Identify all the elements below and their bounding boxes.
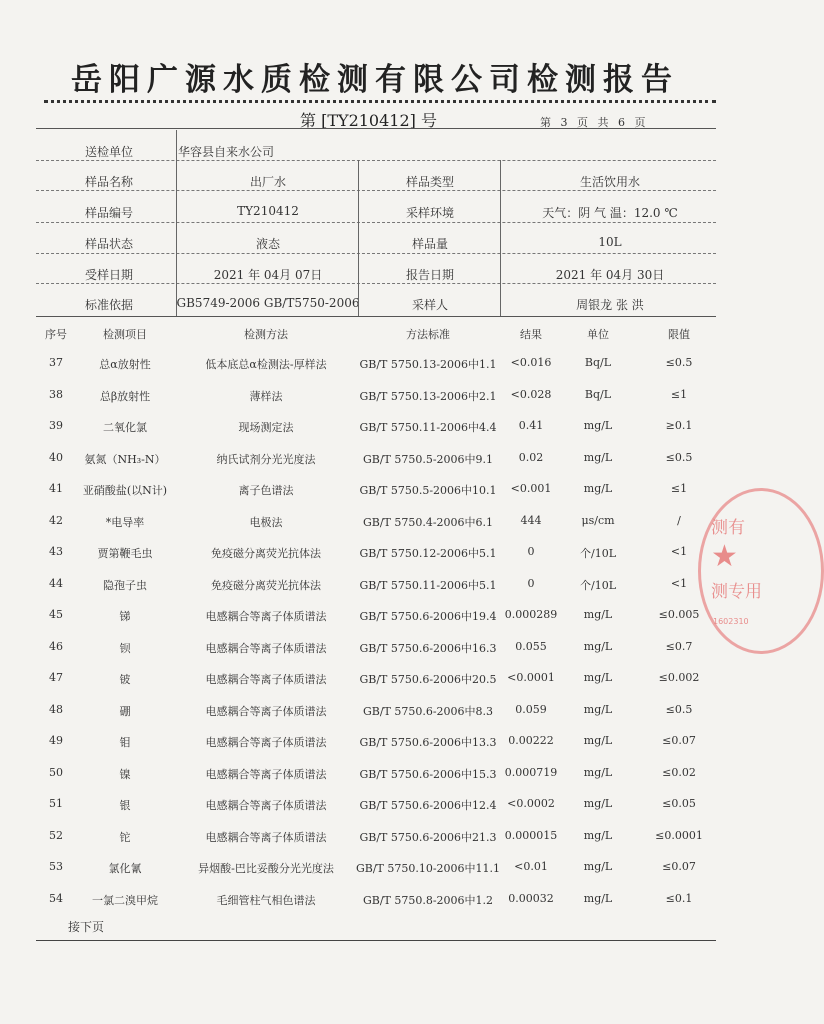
info-value: 生活饮用水 — [579, 175, 641, 189]
limit: <1 — [670, 545, 688, 558]
test-item: 二氧化氯 — [103, 421, 147, 434]
result: 0 — [527, 576, 535, 590]
limit: ≤0.1 — [665, 891, 693, 905]
row-index: 53 — [49, 860, 63, 873]
unit: mg/L — [583, 797, 613, 810]
seal-text-top: 测有 — [711, 518, 745, 538]
test-item: 钼 — [119, 736, 131, 749]
limit: ≤0.5 — [665, 702, 693, 716]
table-row — [0, 577, 750, 608]
limit: ≤0.07 — [662, 860, 696, 873]
result: 0.000015 — [504, 828, 558, 842]
method-standard: GB/T 5750.6-2006中19.4 — [359, 610, 497, 623]
test-method: 毛细管柱气相色谱法 — [216, 893, 316, 907]
report-number: 第 [TY210412] 号 — [300, 111, 437, 130]
test-method: 薄样法 — [249, 389, 283, 403]
method-standard: GB/T 5750.10-2006中11.1 — [355, 862, 501, 875]
test-item: *电导率 — [105, 515, 145, 529]
column-header: 结果 — [520, 328, 542, 341]
method-standard: GB/T 5750.6-2006中8.3 — [362, 704, 494, 718]
test-method: 异烟酸-巴比妥酸分光光度法 — [198, 862, 334, 875]
unit: 个/10L — [579, 547, 617, 560]
method-standard: GB/T 5750.6-2006中16.3 — [359, 641, 497, 655]
info-label: 采样环境 — [405, 206, 455, 220]
result: 0.055 — [515, 639, 547, 653]
limit: ≤0.5 — [665, 450, 693, 464]
method-standard: GB/T 5750.8-2006中1.2 — [362, 893, 494, 907]
report-title: 岳阳广源水质检测有限公司检测报告 — [71, 62, 679, 98]
row-index: 50 — [49, 765, 63, 779]
table-rule — [36, 222, 716, 223]
info-value: 液态 — [255, 237, 281, 251]
row-index: 54 — [49, 891, 63, 905]
test-item: 锑 — [119, 610, 131, 623]
limit: ≤0.0001 — [655, 828, 703, 842]
method-standard: GB/T 5750.6-2006中21.3 — [359, 830, 497, 844]
table-rule — [36, 283, 716, 284]
table-row — [0, 514, 750, 545]
info-label: 受样日期 — [84, 268, 134, 282]
row-index: 41 — [49, 482, 63, 495]
test-method: 免疫磁分离荧光抗体法 — [211, 578, 321, 592]
method-standard: GB/T 5750.11-2006中4.4 — [359, 421, 497, 434]
info-label: 样品类型 — [405, 175, 455, 189]
table-rule — [358, 160, 359, 316]
result: 0.02 — [518, 450, 544, 464]
row-index: 39 — [49, 419, 63, 432]
continued-note: 接下页 — [68, 920, 105, 934]
test-item: 银 — [119, 799, 131, 812]
test-method: 电极法 — [249, 515, 283, 529]
result: <0.0002 — [507, 797, 555, 810]
info-value: GB5749-2006 GB/T5750-2006 — [176, 296, 360, 310]
info-value: 10L — [598, 235, 622, 249]
column-header: 检测方法 — [244, 328, 288, 341]
method-standard: GB/T 5750.6-2006中20.5 — [359, 673, 497, 686]
row-index: 49 — [49, 734, 63, 747]
table-row — [0, 766, 750, 797]
unit: mg/L — [583, 860, 613, 873]
test-item: 总α放射性 — [99, 358, 151, 371]
title-divider — [44, 100, 716, 103]
test-item: 铊 — [119, 830, 131, 844]
result: 0.00032 — [508, 891, 554, 905]
table-row — [0, 892, 750, 923]
method-standard: GB/T 5750.11-2006中5.1 — [359, 578, 497, 592]
test-method: 电感耦合等离子体质谱法 — [205, 673, 327, 686]
limit: <1 — [670, 576, 688, 590]
info-label: 送检单位 — [84, 145, 134, 159]
info-label: 标准依据 — [84, 298, 134, 312]
limit: ≤0.05 — [662, 797, 696, 810]
row-index: 40 — [49, 450, 63, 464]
limit: ≤0.07 — [662, 734, 696, 747]
result: <0.001 — [510, 482, 552, 495]
test-item: 亚硝酸盐(以N计) — [82, 484, 168, 497]
column-header: 单位 — [587, 328, 609, 341]
test-method: 免疫磁分离荧光抗体法 — [211, 547, 321, 560]
test-item: 贾第鞭毛虫 — [97, 547, 153, 560]
limit: / — [677, 513, 681, 527]
method-standard: GB/T 5750.6-2006中12.4 — [359, 799, 497, 812]
seal-code: 1602310 — [713, 617, 749, 626]
method-standard: GB/T 5750.6-2006中15.3 — [359, 767, 497, 781]
info-value: 2021 年 04月 30日 — [555, 268, 665, 282]
page-info: 第 3 页 共 6 页 — [540, 116, 646, 129]
method-standard: GB/T 5750.5-2006中9.1 — [362, 452, 494, 466]
info-label: 样品编号 — [84, 206, 134, 220]
info-value: 周银龙 张 洪 — [576, 298, 644, 312]
method-standard: GB/T 5750.13-2006中1.1 — [359, 358, 497, 371]
test-method: 电感耦合等离子体质谱法 — [205, 704, 327, 718]
result: 0.000289 — [504, 608, 558, 621]
row-index: 45 — [49, 608, 63, 621]
column-header: 检测项目 — [103, 328, 147, 341]
unit: mg/L — [583, 765, 613, 779]
info-value: TY210412 — [237, 204, 299, 218]
result: <0.016 — [510, 356, 552, 369]
info-value: 出厂水 — [249, 175, 287, 189]
info-value: 华容县自来水公司 — [178, 145, 275, 159]
row-index: 37 — [49, 356, 63, 369]
limit: ≤1 — [670, 482, 688, 495]
test-item: 铍 — [119, 673, 131, 686]
column-header: 限值 — [668, 328, 690, 341]
test-item: 总β放射性 — [99, 389, 151, 403]
test-item: 硼 — [119, 704, 131, 718]
table-row — [0, 829, 750, 860]
result: <0.0001 — [507, 671, 555, 684]
result: 444 — [520, 513, 542, 527]
info-label: 样品状态 — [84, 237, 134, 251]
test-method: 电感耦合等离子体质谱法 — [205, 799, 327, 812]
row-index: 42 — [49, 513, 63, 527]
table-row — [0, 608, 750, 639]
info-value: 天气：阴 气 温：12.0 ℃ — [542, 206, 678, 220]
test-item: 氯化氰 — [108, 862, 142, 875]
table-rule — [500, 160, 501, 316]
row-index: 47 — [49, 671, 63, 684]
result: <0.01 — [514, 860, 548, 873]
test-method: 现场测定法 — [238, 421, 294, 434]
unit: mg/L — [583, 734, 613, 747]
row-index: 48 — [49, 702, 63, 716]
test-method: 离子色谱法 — [238, 484, 294, 497]
unit: mg/L — [583, 450, 613, 464]
test-method: 电感耦合等离子体质谱法 — [205, 830, 327, 844]
test-method: 纳氏试剂分光光度法 — [216, 452, 316, 466]
table-row — [0, 419, 750, 450]
test-method: 电感耦合等离子体质谱法 — [205, 736, 327, 749]
table-rule — [36, 160, 716, 161]
result: 0.00222 — [508, 734, 554, 747]
info-value: 2021 年 04月 07日 — [213, 268, 323, 282]
table-row — [0, 734, 750, 765]
table-rule — [36, 253, 716, 254]
test-item: 镍 — [119, 767, 131, 781]
table-row — [0, 451, 750, 482]
row-index: 44 — [49, 576, 63, 590]
bottom-divider — [36, 940, 716, 941]
method-standard: GB/T 5750.12-2006中5.1 — [359, 547, 497, 560]
test-method: 电感耦合等离子体质谱法 — [205, 767, 327, 781]
limit: ≤0.005 — [658, 608, 700, 621]
row-index: 38 — [49, 387, 63, 401]
limit: ≤0.02 — [662, 765, 696, 779]
test-method: 电感耦合等离子体质谱法 — [205, 610, 327, 623]
limit: ≤0.7 — [665, 639, 693, 653]
unit: Bq/L — [584, 356, 612, 369]
table-rule — [176, 130, 177, 316]
result: <0.028 — [510, 387, 552, 401]
header-top-line — [36, 128, 716, 129]
result: 0.41 — [518, 419, 544, 432]
seal-star-icon: ★ — [711, 539, 738, 574]
result: 0.059 — [515, 702, 547, 716]
info-label: 样品名称 — [84, 175, 134, 189]
unit: mg/L — [583, 671, 613, 684]
table-row — [0, 388, 750, 419]
table-row — [0, 671, 750, 702]
unit: mg/L — [583, 608, 613, 621]
official-seal — [698, 488, 824, 654]
test-item: 一氯二溴甲烷 — [92, 893, 158, 907]
column-header: 方法标准 — [406, 328, 450, 341]
row-index: 43 — [49, 545, 63, 558]
test-method: 低本底总α检测法-厚样法 — [205, 358, 327, 371]
limit: ≤1 — [670, 387, 688, 401]
unit: mg/L — [583, 639, 613, 653]
unit: mg/L — [583, 828, 613, 842]
table-rule — [36, 316, 716, 317]
table-row — [0, 482, 750, 513]
table-row — [0, 356, 750, 387]
row-index: 52 — [49, 828, 63, 842]
row-index: 51 — [49, 797, 63, 810]
method-standard: GB/T 5750.5-2006中10.1 — [359, 484, 497, 497]
table-row — [0, 545, 750, 576]
info-label: 样品量 — [411, 237, 449, 251]
unit: mg/L — [583, 702, 613, 716]
result: 0 — [527, 545, 535, 558]
test-item: 氨氮（NH₃-N） — [84, 452, 166, 466]
test-item: 隐孢子虫 — [103, 578, 147, 592]
info-label: 报告日期 — [405, 268, 455, 282]
limit: ≤0.002 — [658, 671, 700, 684]
result: 0.000719 — [504, 765, 558, 779]
column-header: 序号 — [45, 328, 67, 341]
unit: Bq/L — [584, 387, 612, 401]
seal-text-bottom: 测专用 — [711, 582, 762, 602]
unit: mg/L — [583, 419, 613, 432]
info-label: 采样人 — [411, 298, 449, 312]
method-standard: GB/T 5750.13-2006中2.1 — [359, 389, 497, 403]
unit: mg/L — [583, 891, 613, 905]
method-standard: GB/T 5750.6-2006中13.3 — [359, 736, 497, 749]
table-rule — [36, 190, 716, 191]
unit: mg/L — [583, 482, 613, 495]
table-row — [0, 640, 750, 671]
row-index: 46 — [49, 639, 63, 653]
table-row — [0, 860, 750, 891]
unit: μs/cm — [581, 513, 615, 527]
table-row — [0, 797, 750, 828]
unit: 个/10L — [579, 578, 617, 592]
limit: ≥0.1 — [665, 419, 693, 432]
table-row — [0, 703, 750, 734]
test-item: 钡 — [119, 641, 131, 655]
limit: ≤0.5 — [665, 356, 693, 369]
method-standard: GB/T 5750.4-2006中6.1 — [362, 515, 494, 529]
test-method: 电感耦合等离子体质谱法 — [205, 641, 327, 655]
